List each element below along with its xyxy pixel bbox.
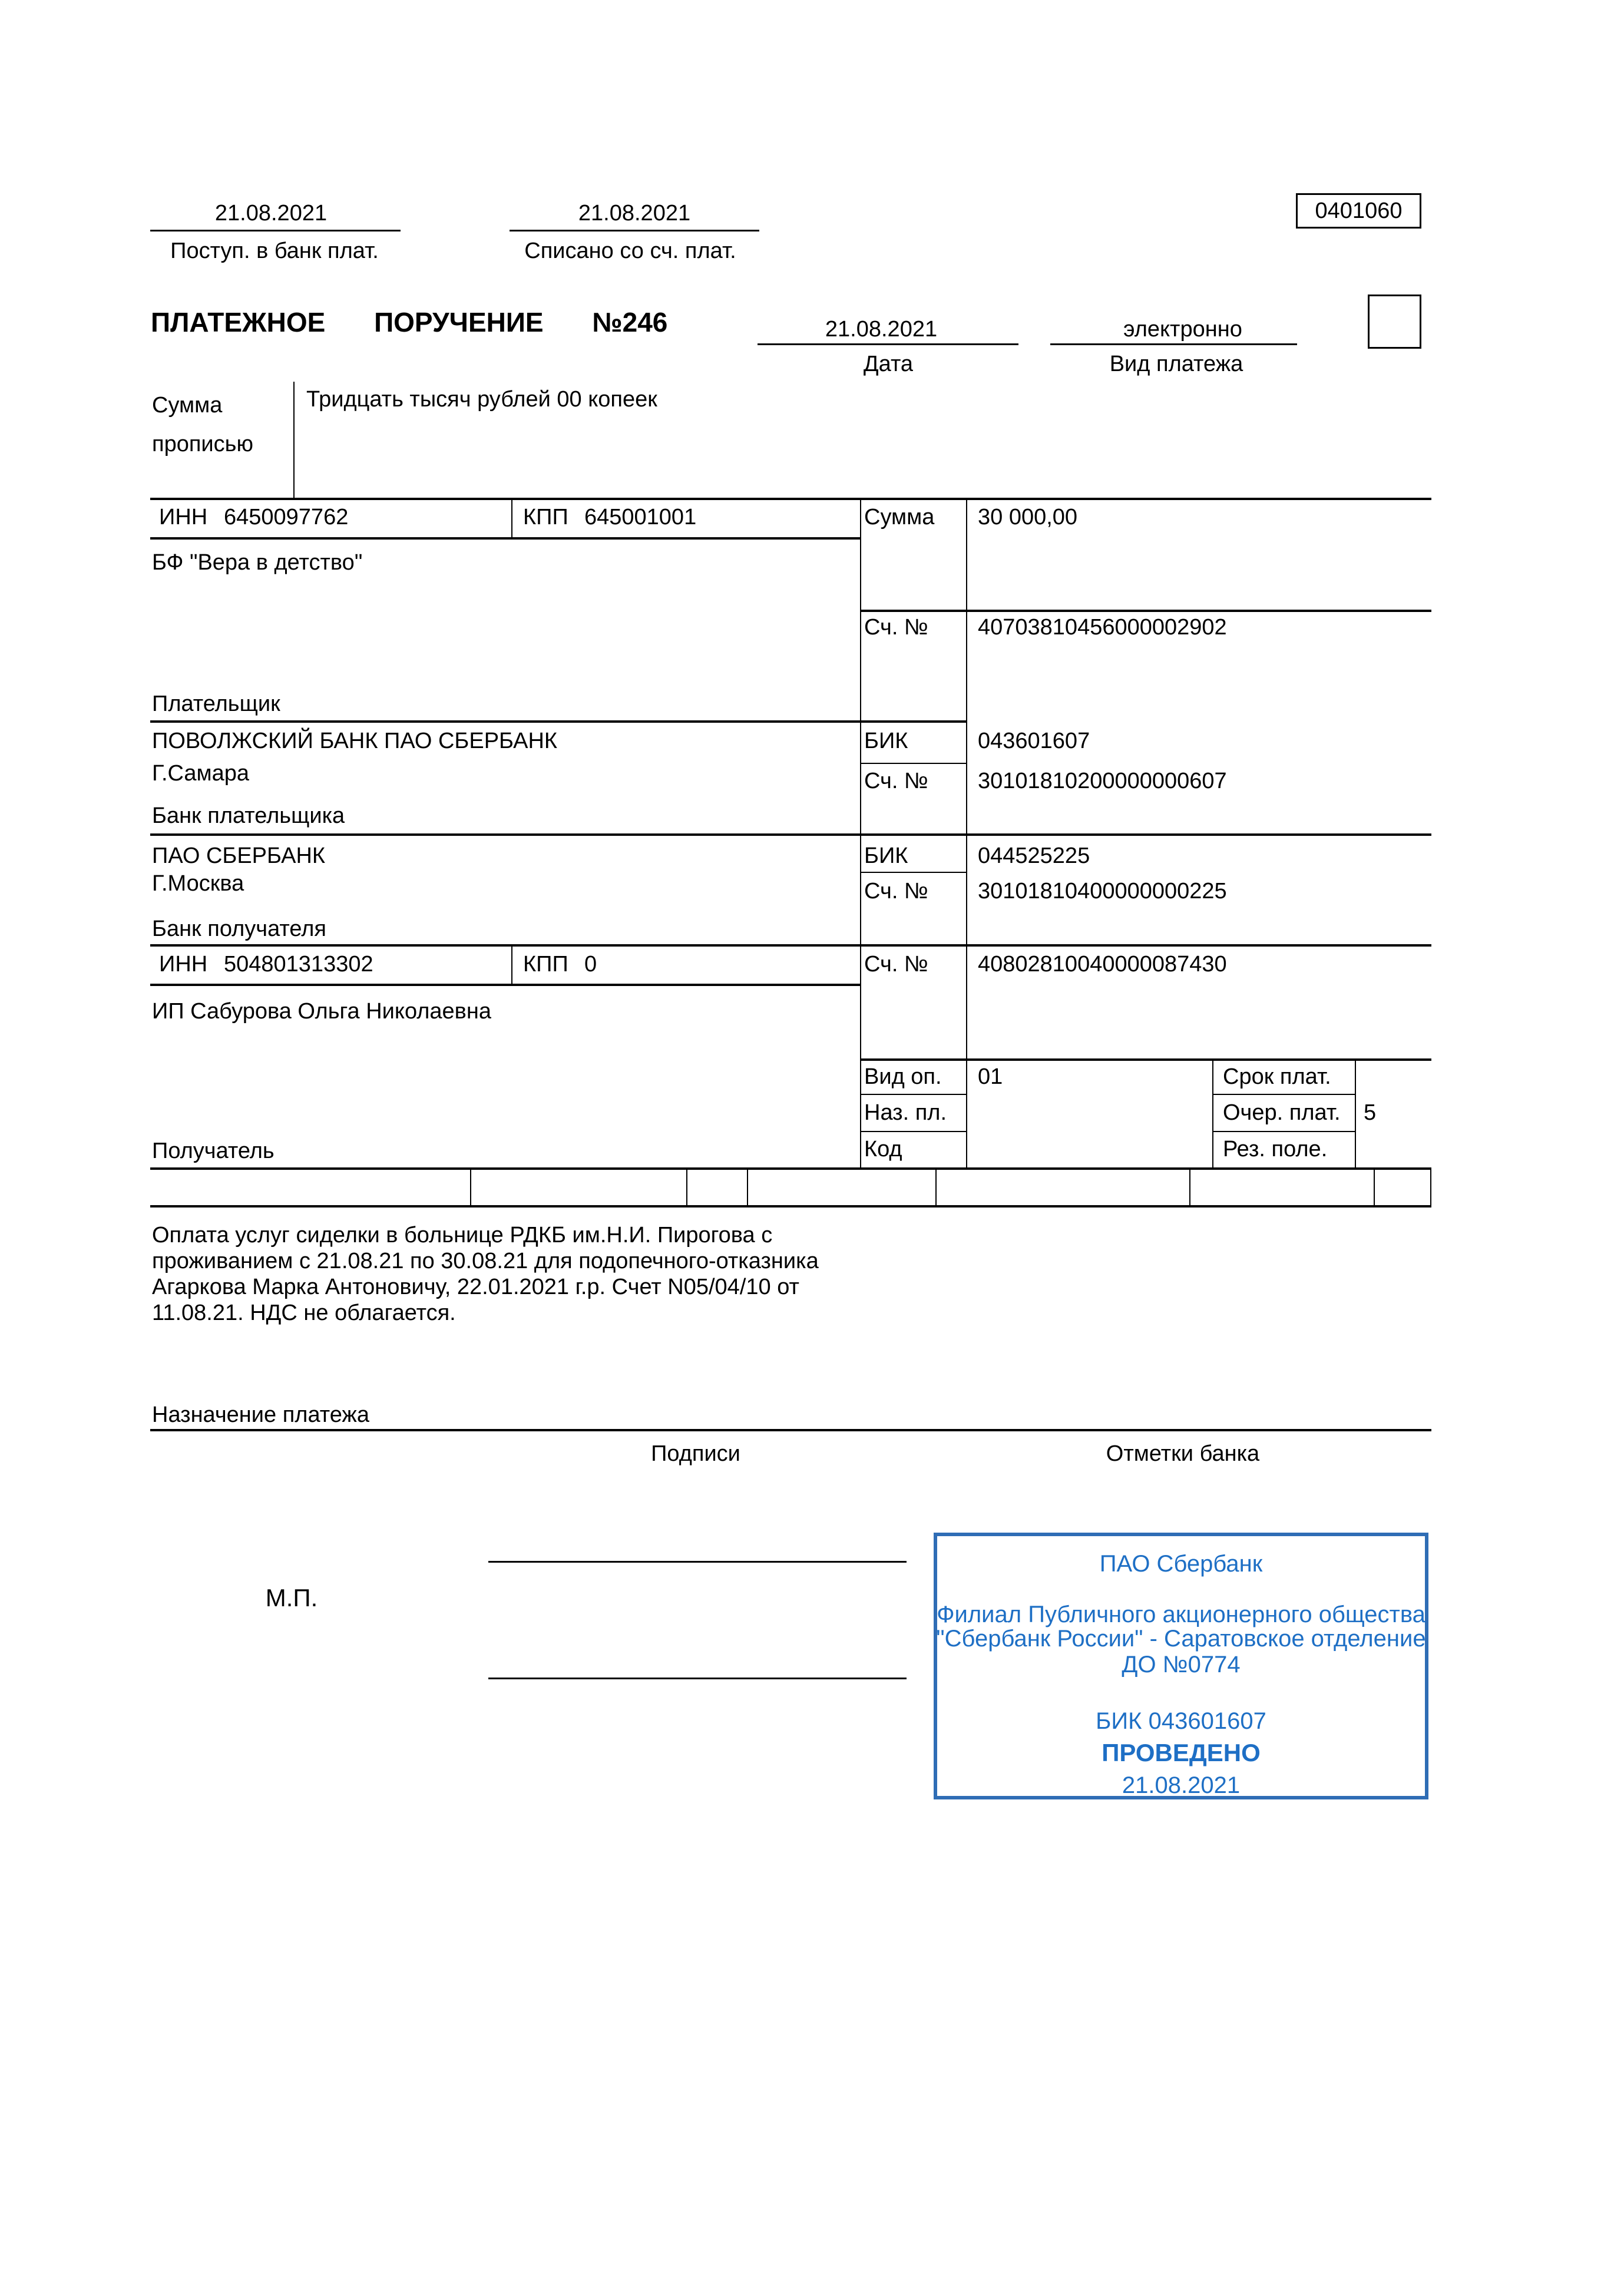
empty-checkbox [1368,295,1421,349]
payee-bank-bik-label: БИК [864,843,908,868]
payee-inn-label: ИНН [159,952,208,977]
payer-bank-bik-label: БИК [864,729,908,753]
tax-field-divider-2 [686,1167,687,1205]
payer-account-label: Сч. № [864,615,928,640]
debited-date-label: Списано со сч. плат. [524,239,736,263]
amount-value: 30 000,00 [978,505,1078,530]
op-kind-value: 01 [978,1064,1003,1089]
payment-kind-value: электронно [1123,317,1242,342]
stamp-status: ПРОВЕДЕНО [1102,1739,1261,1766]
tax-field-divider-3 [747,1167,748,1205]
payee-inn-value: 504801313302 [224,952,373,977]
bank-marks-label: Отметки банка [1106,1441,1260,1466]
payment-kind-label: Вид платежа [1109,352,1243,376]
payee-bank-border [150,944,1431,947]
label-column-divider-left [860,498,861,1167]
due-date-column-divider-left [1212,1058,1213,1167]
payee-bank-account-label: Сч. № [864,879,928,904]
document-title: ПЛАТЕЖНОЕ ПОРУЧЕНИЕ №246 [151,307,668,338]
tax-field-divider-5 [1189,1167,1190,1205]
payee-inn-row-border [150,984,860,986]
tax-field-divider-4 [935,1167,937,1205]
payee-kpp-value: 0 [584,952,597,977]
seal-place-label: М.П. [265,1584,318,1612]
signature-line-2 [488,1678,907,1679]
payee-label: Получатель [152,1139,274,1163]
payee-bank-account-value: 30101810400000000225 [978,879,1227,904]
priority-value: 5 [1364,1100,1377,1125]
debited-date-underline [510,230,759,231]
signatures-label: Подписи [651,1441,740,1466]
payer-inn-value: 6450097762 [224,505,349,530]
payer-label: Плательщик [152,692,280,716]
payer-bank-name: ПОВОЛЖСКИЙ БАНК ПАО СБЕРБАНК [152,729,558,753]
tax-field-divider-7 [1430,1167,1431,1205]
payee-name: ИП Сабурова Ольга Николаевна [152,999,491,1024]
payee-account-value: 40802810040000087430 [978,952,1227,977]
stamp-branch-line1: Филиал Публичного акционерного общества [937,1602,1425,1627]
document-date-value: 21.08.2021 [825,317,938,342]
tax-fields-row-border-top [150,1167,1431,1170]
payer-bank-label: Банк плательщика [152,803,345,828]
payment-purpose-text: Оплата услуг сиделки в больнице РДКБ им.Н.И. Пирогова с проживанием с 21.08.21 по 30.08.21 для подопечного-отказника Агаркова Марка Антоновичу, 22.01.2021 г.р. Счет N05/04/10 от 11.08.21. НДС не облагается. [152,1223,819,1325]
code-label: Код [864,1137,902,1162]
reserve-field-label: Рез. поле. [1223,1137,1328,1162]
due-date-label: Срок плат. [1223,1064,1331,1089]
received-date-value: 21.08.2021 [214,201,328,226]
payee-bank-name: ПАО СБЕРБАНК [152,843,326,868]
form-code: 0401060 [1315,198,1403,223]
amount-label: Сумма [864,505,935,530]
stamp-branch-line2: "Сбербанк России" - Саратовское отделение [936,1626,1426,1652]
purpose-code-label: Наз. пл. [864,1100,947,1125]
op-kind-divider [860,1094,966,1095]
payer-bank-account-value: 30101810200000000607 [978,769,1227,793]
due-date-divider [1212,1094,1355,1095]
op-section-border-top [860,1058,1431,1061]
stamp-branch-line3: ДО №0774 [1122,1652,1241,1678]
payer-bank-account-label: Сч. № [864,769,928,793]
payer-account-value: 40703810456000002902 [978,615,1227,640]
date-underline [758,343,1018,345]
tax-field-divider-6 [1374,1167,1375,1205]
tax-fields-row-border-bottom [150,1205,1431,1207]
payer-kpp-value: 645001001 [584,505,697,530]
payer-kpp-label: КПП [523,505,568,530]
priority-divider [1212,1131,1355,1132]
purpose-section-border [150,1429,1431,1431]
payee-bank-label: Банк получателя [152,917,326,941]
stamp-date: 21.08.2021 [1122,1772,1241,1798]
amount-words-value: Тридцать тысяч рублей 00 копеек [306,387,657,412]
received-date-underline [150,230,401,231]
payee-inn-kpp-divider [511,944,512,984]
label-column-divider-right [966,498,967,1167]
payee-kpp-label: КПП [523,952,568,977]
table-border-top [150,498,1431,500]
bank-stamp [934,1533,1428,1799]
amount-cell-border [860,610,1431,612]
debited-date-value: 21.08.2021 [578,201,691,226]
stamp-bik: БИК 043601607 [1096,1708,1266,1734]
payer-inn-label: ИНН [159,505,208,530]
priority-label: Очер. плат. [1223,1100,1341,1125]
payer-bank-bik-divider [860,763,966,764]
payer-inn-row-border [150,537,860,540]
due-date-column-divider-right [1355,1058,1356,1167]
payer-bank-border [150,833,1431,836]
op-kind-label: Вид оп. [864,1064,942,1089]
tax-field-divider-1 [470,1167,471,1205]
amount-words-label: Сумма прописью [152,393,253,456]
payee-bank-city: Г.Москва [152,871,244,896]
form-code-box [1296,193,1421,229]
date-label: Дата [863,352,914,376]
signature-line-1 [488,1561,907,1563]
amount-words-divider [293,382,295,498]
payee-account-label: Сч. № [864,952,928,977]
stamp-bank-name: ПАО Сбербанк [1099,1551,1263,1577]
payer-inn-kpp-divider [511,498,512,537]
payee-bank-bik-divider [860,872,966,873]
payee-bank-bik-value: 044525225 [978,843,1090,868]
payment-kind-underline [1050,343,1297,345]
payer-name: БФ "Вера в детство" [152,550,363,575]
payer-bank-city: Г.Самара [152,761,250,786]
payer-bank-bik-value: 043601607 [978,729,1090,753]
payment-purpose-label: Назначение платежа [152,1402,369,1427]
purpose-code-divider [860,1131,966,1132]
payer-block-border [150,720,966,723]
received-date-label: Поступ. в банк плат. [170,239,379,263]
